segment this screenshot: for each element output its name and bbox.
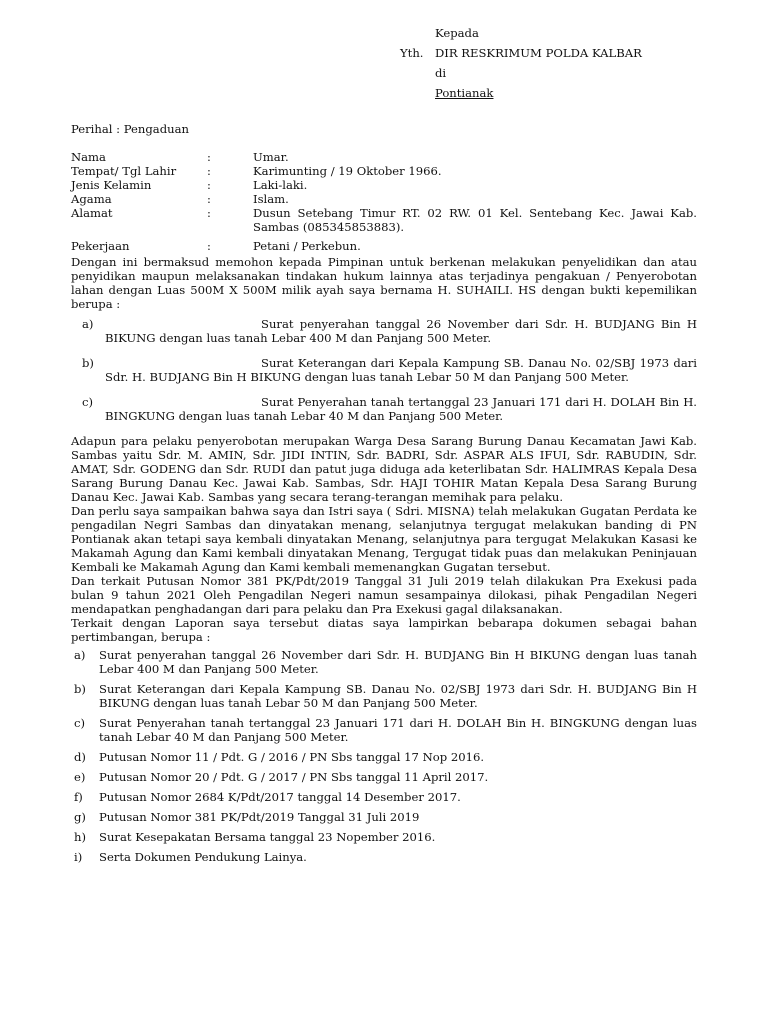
- identity-separator: :: [207, 150, 211, 164]
- list-item: [71, 830, 697, 844]
- identity-separator: :: [207, 192, 211, 206]
- list-text: Surat Penyerahan tanah tertanggal 23 Januari 171 dari H. DOLAH Bin H. BINGKUNG dengan luas tanah Lebar 40 M dan Panjang 500 Meter.: [99, 716, 697, 744]
- list-text: Putusan Nomor 11 / Pdt. G / 2016 / PN Sbs tanggal 17 Nop 2016.: [99, 750, 485, 764]
- list-text: [105, 356, 697, 384]
- list-marker: c): [82, 395, 94, 409]
- identity-separator: :: [207, 239, 211, 253]
- identity-value: Dusun Setebang Timur RT. 02 RW. 01 Kel. Sentebang Kec. Jawai Kab. Sambas (085345853883).: [253, 206, 697, 234]
- identity-row: [71, 178, 697, 192]
- list-text-content: Surat Keterangan dari Kepala Kampung SB. Danau No. 02/SBJ 1973 dari Sdr. H. BUDJANG Bin H BIKUNG dengan luas tanah Lebar 50 M dan Panjang 500 Meter.: [105, 356, 697, 384]
- identity-value: Petani / Perkebun.: [253, 239, 361, 253]
- list-item: [71, 395, 697, 423]
- list-text: Surat Keterangan dari Kepala Kampung SB. Danau No. 02/SBJ 1973 dari Sdr. H. BUDJANG Bin H BIKUNG dengan luas tanah Lebar 50 M dan Panjang 500 Meter.: [99, 682, 697, 710]
- list-text-content: Surat penyerahan tanggal 26 November dari Sdr. H. BUDJANG Bin H BIKUNG dengan luas tanah Lebar 400 M dan Panjang 500 Meter.: [105, 317, 697, 345]
- identity-label: Tempat/ Tgl Lahir: [71, 164, 177, 178]
- list-text-content: Surat Penyerahan tanah tertanggal 23 Januari 171 dari H. DOLAH Bin H. BINGKUNG dengan luas tanah Lebar 40 M dan Panjang 500 Meter.: [105, 395, 697, 423]
- lawsuit-paragraph: Dan perlu saya sampaikan bahwa saya dan Istri saya ( Sdri. MISNA) telah melakukan Gugatan Perdata ke pengadilan Negri Sambas dan dinyatakan menang, selanjutnya tergugat melakukan banding di PN Pontianak akan tetapi saya kembali dinyatakan Menang, selanjutnya para tergugat Melakukan Kasasi ke Makamah Agung dan Kami kembali dinyatakan Menang, Tergugat tidak puas dan melakukan Peninjauan Kembali ke Makamah Agung dan Kami kembali memenangkan Gugatan tersebut.: [71, 504, 697, 574]
- identity-value: Laki-laki.: [253, 178, 308, 192]
- identity-label: Nama: [71, 150, 106, 164]
- identity-row: [71, 150, 697, 164]
- identity-label: Alamat: [71, 206, 113, 220]
- identity-value: Umar.: [253, 150, 289, 164]
- list-item: [71, 716, 697, 744]
- identity-row: [71, 239, 697, 253]
- addressee-recipient: DIR RESKRIMUM POLDA KALBAR: [435, 46, 642, 60]
- list-item: [71, 317, 697, 345]
- identity-table: [71, 150, 697, 253]
- list-marker: i): [74, 850, 83, 864]
- addressee-di: di: [435, 66, 447, 80]
- list-marker: a): [74, 648, 86, 662]
- list-marker: g): [74, 810, 86, 824]
- list-text: Surat Kesepakatan Bersama tanggal 23 Nopember 2016.: [99, 830, 436, 844]
- list-marker: f): [74, 790, 83, 804]
- list-item: [71, 770, 697, 784]
- identity-row: [71, 192, 697, 206]
- addressee-yth: Yth.: [400, 46, 424, 60]
- letter-body: [71, 255, 697, 870]
- addressee-city: Pontianak: [435, 86, 494, 100]
- list-text: Putusan Nomor 381 PK/Pdt/2019 Tanggal 31 Juli 2019: [99, 810, 420, 824]
- list-marker: b): [74, 682, 86, 696]
- evidence-list: [71, 317, 697, 423]
- list-item: [71, 648, 697, 676]
- identity-row: [71, 206, 697, 234]
- perpetrators-paragraph: Adapun para pelaku penyerobotan merupakan Warga Desa Sarang Burung Danau Kecamatan Jawi Kab. Sambas yaitu Sdr. M. AMIN, Sdr. JIDI INTIN, Sdr. BADRI, Sdr. ASPAR ALS IFUI, Sdr. RABUDIN, Sdr. AMAT, Sdr. GODENG dan Sdr. RUDI dan patut juga diduga ada keterlibatan Sdr. HALIMRAS Kepala Desa Sarang Burung Danau Kec. Jawai Kab. Sambas, Sdr. HAJI TOHIR Matan Kepala Desa Sarang Burung Danau Kec. Jawai Kab. Sambas yang secara terang-terangan memihak para pelaku.: [71, 434, 697, 504]
- list-marker: a): [82, 317, 94, 331]
- list-item: [71, 750, 697, 764]
- attachments-list: [71, 648, 697, 864]
- subject-line: Perihal : Pengaduan: [71, 122, 189, 136]
- identity-label: Jenis Kelamin: [71, 178, 152, 192]
- list-text: Surat penyerahan tanggal 26 November dari Sdr. H. BUDJANG Bin H BIKUNG dengan luas tanah Lebar 400 M dan Panjang 500 Meter.: [99, 648, 697, 676]
- list-text: [105, 317, 697, 345]
- identity-separator: :: [207, 178, 211, 192]
- list-marker: b): [82, 356, 94, 370]
- identity-label: Agama: [71, 192, 112, 206]
- identity-row: [71, 164, 697, 178]
- list-text: Putusan Nomor 2684 K/Pdt/2017 tanggal 14 Desember 2017.: [99, 790, 461, 804]
- attachments-intro-paragraph: Terkait dengan Laporan saya tersebut diatas saya lampirkan bebarapa dokumen sebagai bahan pertimbangan, berupa :: [71, 616, 697, 644]
- addressee-kepada: Kepada: [435, 26, 479, 40]
- list-item: [71, 850, 697, 864]
- identity-value: Karimunting / 19 Oktober 1966.: [253, 164, 442, 178]
- list-item: [71, 356, 697, 384]
- list-item: [71, 790, 697, 804]
- list-item: [71, 810, 697, 824]
- list-marker: c): [74, 716, 86, 730]
- list-text: Serta Dokumen Pendukung Lainya.: [99, 850, 307, 864]
- identity-value: Islam.: [253, 192, 289, 206]
- execution-paragraph: Dan terkait Putusan Nomor 381 PK/Pdt/2019 Tanggal 31 Juli 2019 telah dilakukan Pra Exekusi pada bulan 9 tahun 2021 Oleh Pengadilan Negeri namun sesampainya dilokasi, pihak Pengadilan Negeri mendapatkan penghadangan dari para pelaku dan Pra Exekusi gagal dilaksanakan.: [71, 574, 697, 616]
- identity-separator: :: [207, 164, 211, 178]
- intro-paragraph: Dengan ini bermaksud memohon kepada Pimpinan untuk berkenan melakukan penyelidikan dan atau penyidikan maupun melaksanakan tindakan hukum lainnya atas terjadinya pengakuan / Penyerobotan lahan dengan Luas 500M X 500M milik ayah saya bernama H. SUHAILI. HS dengan bukti kepemilikan berupa :: [71, 255, 697, 311]
- list-text: Putusan Nomor 20 / Pdt. G / 2017 / PN Sbs tanggal 11 April 2017.: [99, 770, 489, 784]
- list-text: [105, 395, 697, 423]
- list-marker: h): [74, 830, 86, 844]
- addressee-block: [400, 23, 642, 103]
- identity-label: Pekerjaan: [71, 239, 130, 253]
- identity-separator: :: [207, 206, 211, 220]
- list-item: [71, 682, 697, 710]
- list-marker: e): [74, 770, 86, 784]
- list-marker: d): [74, 750, 86, 764]
